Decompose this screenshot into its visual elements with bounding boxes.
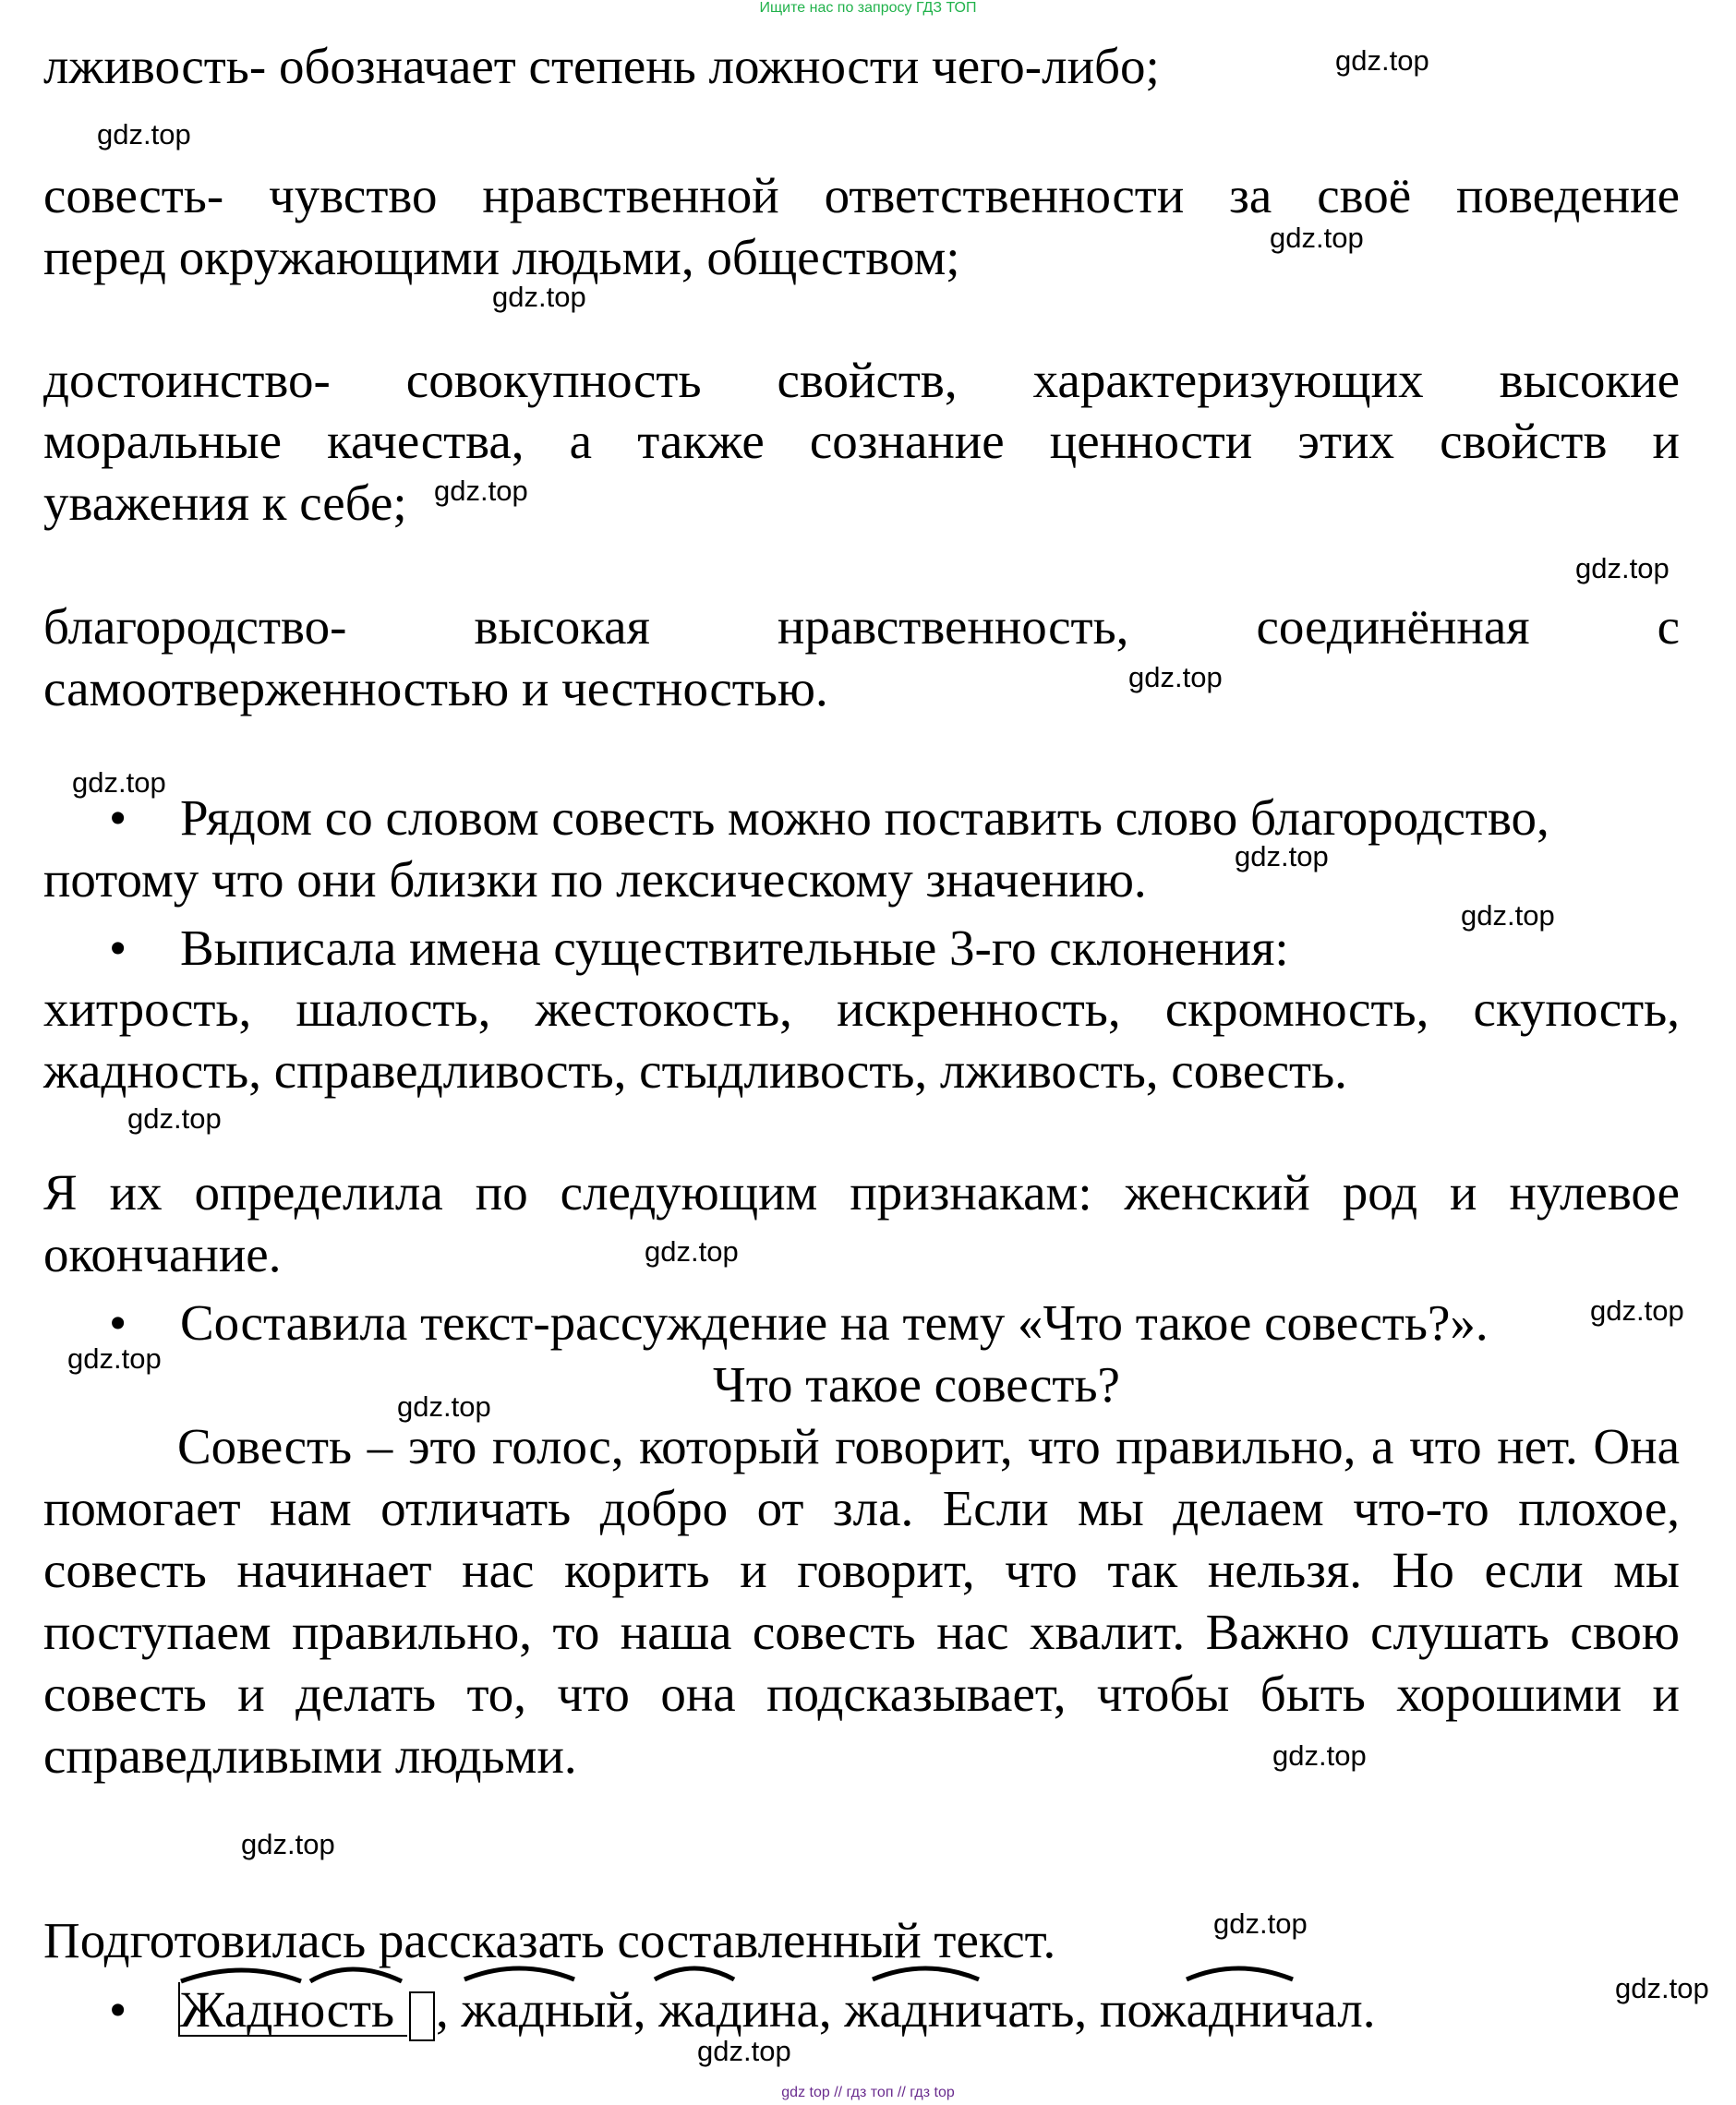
- bullet-dot: •: [109, 920, 127, 976]
- bullet1-line1: Рядом со словом совесть можно поставить слово благородство,: [180, 789, 1549, 846]
- top-banner: Ищите нас по запросу ГДЗ ТОП: [759, 0, 977, 16]
- footer: gdz top // гдз топ // гдз top: [781, 2085, 955, 2100]
- definition-blagorodstvo-line2: самоотверженностью и честностью.: [43, 660, 828, 716]
- null-ending-box: [409, 1991, 435, 2041]
- root-arc-4: [873, 1968, 979, 1979]
- bullet2-line1: Выписала имена существительные 3-го склонения:: [180, 920, 1289, 976]
- definition-dostoinstvo-line2: моральные качества, а также сознание ценности этих свойств и: [43, 413, 1680, 469]
- watermark: gdz.top: [697, 2035, 791, 2067]
- essay-text: Совесть – это голос, который говорит, что правильно, а что нет. Она помогает нам отличать добро от зла. Если мы делаем что-то плохое, совесть начинает нас корить и говорит, что так нельзя. Но если мы поступаем правильно, то наша совесть нас хвалит. Важно слушать свою совесть и делать то, что она подсказывает, чтобы быть хорошими и справедливыми людьми.: [43, 1418, 1680, 1784]
- watermark: gdz.top: [1461, 899, 1555, 932]
- definition-lzhivost: лживость- обозначает степень ложности чего-либо;: [43, 38, 1160, 94]
- watermark: gdz.top: [645, 1235, 739, 1268]
- watermark: gdz.top: [72, 766, 166, 799]
- root-arcs: [175, 1954, 1311, 1991]
- definition-sovest-line2: перед окружающими людьми, обществом;: [43, 229, 960, 285]
- suffix-arc-1: [310, 1969, 402, 1981]
- watermark: gdz.top: [127, 1102, 222, 1135]
- watermark: gdz.top: [1235, 840, 1329, 872]
- criteria-line1: Я их определила по следующим признакам: женский род и нулевое: [43, 1164, 1680, 1221]
- prepared-text: Подготовилась рассказать составленный текст.: [43, 1912, 1056, 1968]
- watermark: gdz.top: [67, 1342, 162, 1375]
- definition-sovest-line1: совесть- чувство нравственной ответственности за своё поведение: [43, 167, 1680, 223]
- bullet1-line2: потому что они близки по лексическому значению.: [43, 851, 1147, 908]
- bullet2-line3: жадность, справедливость, стыдливость, лживость, совесть.: [43, 1042, 1347, 1099]
- definition-blagorodstvo-line1: благородство- высокая нравственность, соединённая с: [43, 598, 1680, 655]
- definition-dostoinstvo-line1: достоинство- совокупность свойств, характеризующих высокие: [43, 352, 1680, 408]
- watermark: gdz.top: [492, 281, 586, 313]
- watermark: gdz.top: [1575, 552, 1670, 584]
- watermark: gdz.top: [397, 1390, 491, 1423]
- watermark: gdz.top: [1213, 1907, 1308, 1940]
- watermark: gdz.top: [1590, 1294, 1684, 1327]
- bullet-dot: •: [109, 789, 127, 846]
- bullet4-word-root: Жадность: [180, 1981, 395, 2038]
- essay-title: Что такое совесть?: [713, 1356, 1120, 1413]
- watermark: gdz.top: [1272, 1739, 1367, 1772]
- root-arc-2: [464, 1968, 574, 1979]
- watermark: gdz.top: [1128, 661, 1223, 693]
- watermark: gdz.top: [1270, 222, 1364, 254]
- bullet4-derivatives: , жадный, жадина, жадничать, пожадничал.: [436, 1981, 1376, 2038]
- watermark: gdz.top: [241, 1828, 335, 1860]
- watermark: gdz.top: [1615, 1972, 1709, 2004]
- bullet-dot: •: [109, 1294, 127, 1351]
- root-arc-1: [181, 1970, 301, 1981]
- definition-dostoinstvo-line3: уважения к себе;: [43, 475, 407, 531]
- watermark: gdz.top: [1335, 44, 1429, 77]
- root-arc-5: [1187, 1968, 1293, 1979]
- criteria-line2: окончание.: [43, 1226, 282, 1282]
- bullet2-line2: хитрость, шалость, жестокость, искренность, скромность, скупость,: [43, 980, 1680, 1037]
- watermark: gdz.top: [97, 118, 191, 150]
- root-arc-3: [655, 1968, 734, 1979]
- watermark: gdz.top: [434, 475, 528, 507]
- bullet3-text: Составила текст-рассуждение на тему «Что такое совесть?».: [180, 1294, 1489, 1351]
- bullet-dot: •: [109, 1981, 127, 2038]
